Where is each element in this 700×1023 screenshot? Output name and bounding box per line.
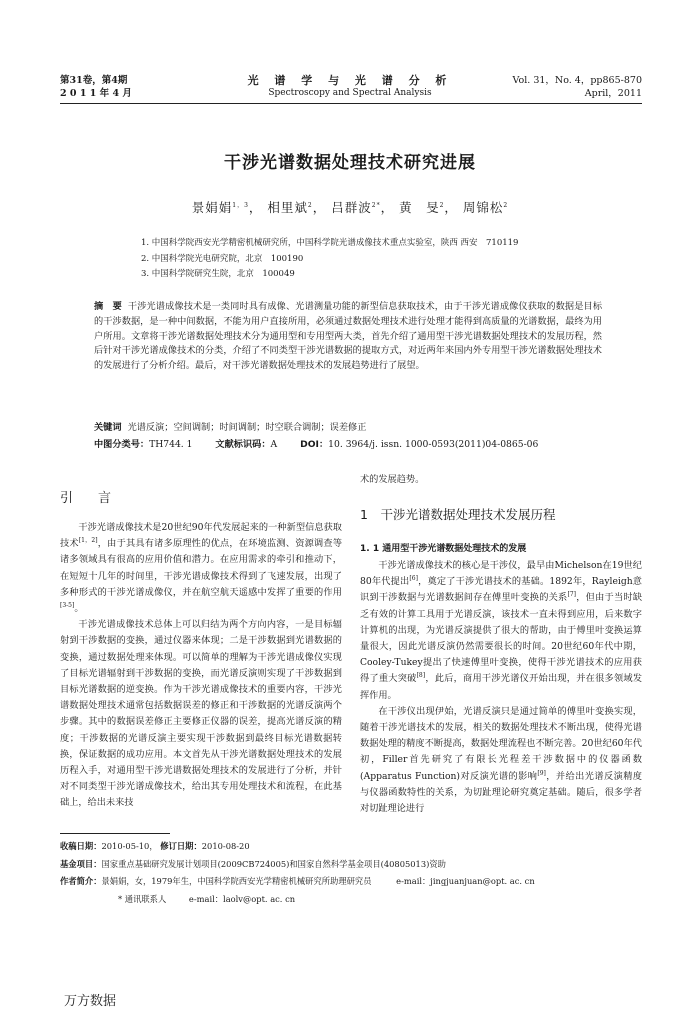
affiliation: 2. 中国科学院光电研究院，北京 100190 xyxy=(141,253,304,264)
paper-title: 干涉光谱数据处理技术研究进展 xyxy=(224,153,476,173)
left-column xyxy=(60,520,342,812)
body-paragraph: 在干涉仪出现伊始，光谱反演只是通过简单的傅里叶变换实现，随着干涉光谱技术的发展，相关的数据处理技术不断出现，使得光谱数据处理的精度不断提高，数据处理流程也不断完善。20世纪60年代初，Filler首先研究了有限长光程差干涉数据中的仪器函数(Apparatus Function)对反演光谱的影响[9]，并给出光谱反演精度与仪器函数特性的关系，为切趾理论研究奠定基础。随后，很多学者对切趾理论进行 xyxy=(360,705,642,815)
keywords-text: 光谱反演；空间调制；时间调制；时空联合调制；误差修正 xyxy=(127,422,367,433)
corresponding-email: e-mail：laolv@opt. ac. cn xyxy=(188,893,296,904)
header-rule xyxy=(60,103,642,104)
doi-label: DOI： xyxy=(300,439,329,450)
volume-cn: 第31卷，第4期 xyxy=(60,75,128,86)
journal-title-cn: 光 谱 学 与 光 谱 分 析 xyxy=(247,74,453,87)
bio-email: e-mail：jingjuanjuan@opt. ac. cn xyxy=(396,876,535,886)
body-paragraph: 干涉光谱成像技术的核心是干涉仪，最早由Michelson在19世纪80年代提出[6]，奠定了干涉光谱技术的基础。1892年，Rayleigh意识到干涉数据与光谱数据间存在傅里叶变换的关系[7]，但由于当时缺乏有效的计算工具用于光谱反演，该技术一直未得到应用，后来数字计算机的出现，为光谱反演提供了很大的帮助，由于傅里叶变换运算量很大，因此光谱反演仍然需要很长的时间。20世纪60年代中期，Cooley-Tukey提出了快速傅里叶变换，使得干涉光谱技术的应用获得了重大突破[8]，此后，商用干涉光谱仪开始出现，并在很多领域发挥作用。 xyxy=(360,560,643,701)
section-heading: 1 干涉光谱数据处理技术发展历程 xyxy=(360,507,556,522)
dates-line: 收稿日期：2010-05-10， 修订日期：2010-08-20 xyxy=(60,841,250,851)
classification-line xyxy=(94,437,604,452)
corresponding-line: * 通讯联系人 e-mail：laolv@opt. ac. cn xyxy=(118,893,296,904)
abstract-text: 干涉光谱成像技术是一类同时具有成像、光谱测量功能的新型信息获取技术，由于干涉光谱成像仪获取的数据是目标的干涉数据，是一种中间数据，不能为用户直接所用，必须通过数据处理技术进行处理才能得到高质量的光谱数据，最终为用户所用。文章将干涉光谱数据处理技术分为通用型和专用型两大类，首先介绍了通用型干涉光谱数据处理技术的发展历程，然后针对干涉光谱成像技术的分类，介绍了不同类型干涉光谱数据的提取方式，对近两年来国内外专用型干涉光谱数据处理技术的发展进行了分析介绍。最后，对干涉光谱数据处理技术的发展趋势进行了展望。 xyxy=(94,301,603,372)
footnote xyxy=(60,838,650,908)
author: 相里斌$^2$ xyxy=(267,200,313,215)
right-column xyxy=(360,558,642,817)
affiliation: 3. 中国科学院研究生院，北京 100049 xyxy=(141,269,295,279)
author: 吕群波$^{2*}$ xyxy=(331,200,381,215)
doi-value: 10. 3964/j. issn. 1000-0593(2011)04-0865-06 xyxy=(328,439,539,450)
intro-heading: 引 言 xyxy=(60,491,118,506)
subsection-heading: 1. 1 通用型干涉光谱数据处理技术的发展 xyxy=(360,544,527,554)
watermark: 万方数据 xyxy=(64,994,117,1009)
keywords xyxy=(94,420,604,435)
affiliations xyxy=(141,236,518,283)
doc-code-value: A xyxy=(270,439,278,450)
intro-paragraph: 干涉光谱成像技术是20世纪90年代发展起来的一种新型信息获取技术[1，2]，由于其具有诸多原理性的优点，在环境监测、资源调查等诸多领域具有很高的应用价值和潜力。在应用需求的牵引和推动下，在短短十几年的时间里，干涉光谱成像技术得到了飞速发展，出现了多种形式的干涉光谱成像仪，并在航空航天遥感中发挥了重要的作用[3-5]。 xyxy=(60,522,343,615)
header-right xyxy=(513,74,642,100)
author: 景娟娟$^{1,3}$ xyxy=(191,200,249,215)
author: 黄 旻$^2$ xyxy=(399,200,445,215)
abstract xyxy=(94,300,602,374)
clc-label: 中图分类号： xyxy=(94,439,150,450)
journal-name xyxy=(200,74,500,100)
journal-title-en: Spectroscopy and Spectral Analysis xyxy=(268,88,432,98)
keywords-label: 关键词 xyxy=(94,422,122,433)
continuation-text: 术的发展趋势。 xyxy=(360,474,425,485)
volume-en: Vol. 31，No. 4，pp865-870 xyxy=(512,75,642,86)
doc-code-label: 文献标识码： xyxy=(215,439,271,450)
footnote-rule xyxy=(60,833,170,834)
intro-paragraph: 干涉光谱成像技术总体上可以归结为两个方向内容，一是目标辐射到干涉数据的变换，通过仪器来体现；二是干涉数据到光谱数据的变换，通过数据处理来体现。可以简单的理解为干涉光谱成像仪实现了目标光谱辐射到干涉数据的变换，而光谱反演则实现了干涉数据到目标光谱数据的逆变换。作为干涉光谱成像技术的重要内容，干涉光谱数据处理技术通常包括数据误差的修正和干涉数据的光谱反演两个步骤。其中的数据误差修正主要修正仪器的误差，提高光谱反演的精度；干涉数据的光谱反演主要实现干涉数据到最终目标光谱数据转换，保证数据的成功应用。本文首先从干涉光谱数据处理技术的发展历程入手，对通用型干涉光谱数据处理技术的发展进行了分析，并针对不同类型干涉光谱成像技术，给出其专用处理技术和流程，在此基础上，给出未来技 xyxy=(60,619,342,809)
author: 周锦松$^2$ xyxy=(462,200,509,215)
abstract-label: 摘 要 xyxy=(94,301,122,312)
fund-line: 基金项目：国家重点基础研究发展计划项目(2009CB724005)和国家自然科学基金项目(40805013)资助 xyxy=(60,858,446,869)
clc-value: TH744. 1 xyxy=(149,439,193,450)
date-en: April，2011 xyxy=(584,88,642,99)
bio-line: 作者简介：景娟娟，女，1979年生，中国科学院西安光学精密机械研究所助理研究员 e-mail：jingjuanjuan@opt. ac. cn xyxy=(60,876,535,886)
date-cn: 2 0 1 1 年 4 月 xyxy=(60,88,132,99)
author-list: 景娟娟$^{1,3}$， 相里斌$^2$， 吕群波$^{2*}$， 黄 旻$^2$， 周锦松$^2$ xyxy=(191,200,509,215)
header-left xyxy=(60,74,132,100)
affiliation: 1. 中国科学院西安光学精密机械研究所，中国科学院光谱成像技术重点实验室，陕西 西安 710119 xyxy=(141,238,519,248)
